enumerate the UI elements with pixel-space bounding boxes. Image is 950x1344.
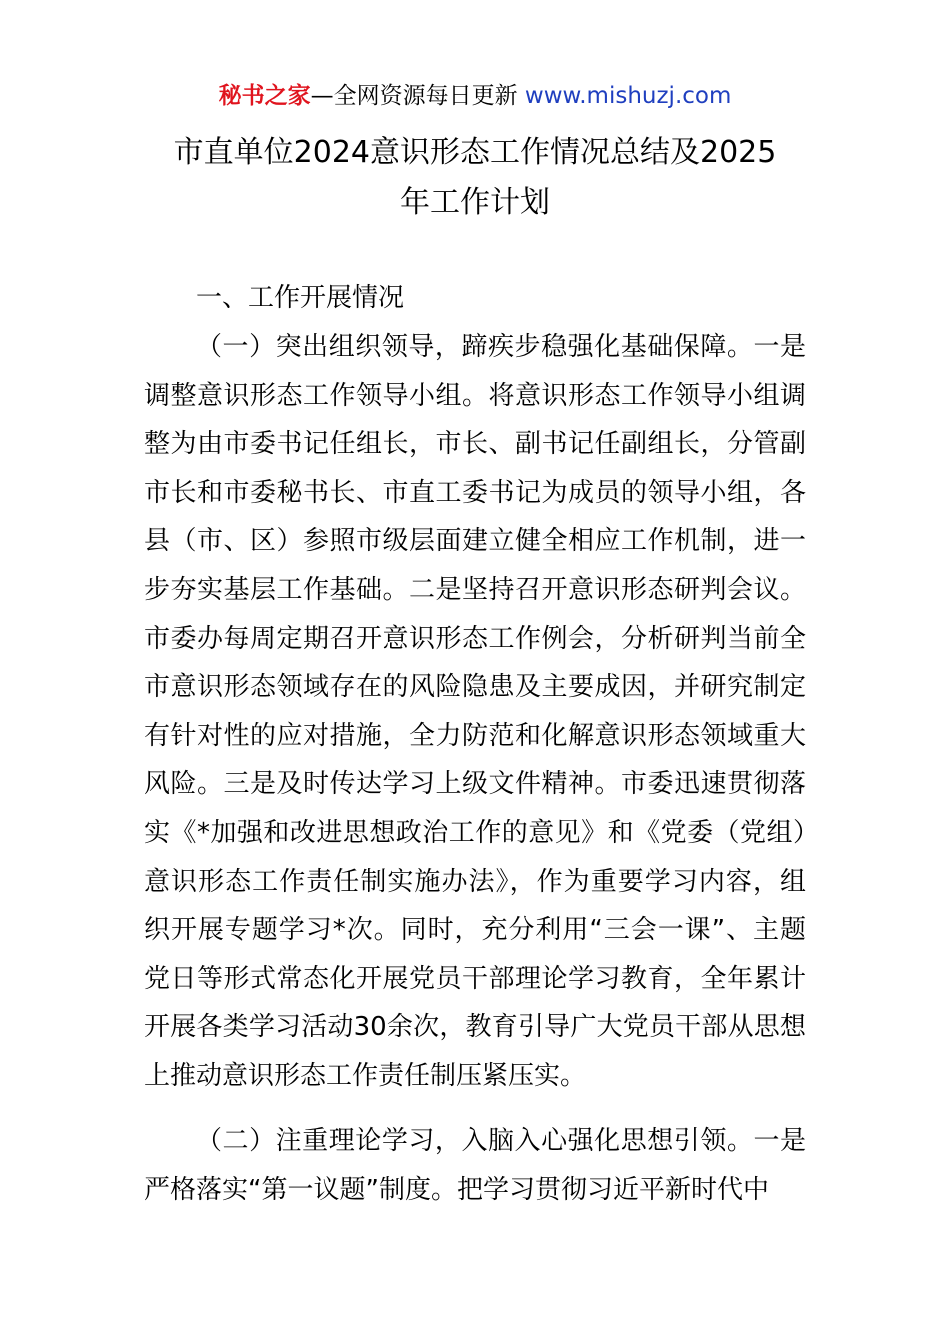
header-tagline: —全网资源每日更新 [310, 83, 525, 109]
paragraph-text: （二）注重理论学习，入脑入心强化思想引领。一是严格落实“第一议题”制度。把学习贯彻习近平新时代中 [144, 1126, 806, 1205]
title-line-1: 市直单位2024意识形态工作情况总结及2025 [173, 135, 777, 170]
title-line-2: 年工作计划 [400, 185, 550, 220]
brand-name: 秘书之家 [218, 83, 311, 109]
document-title [120, 128, 830, 228]
section-heading: 一、工作开展情况 [196, 283, 405, 313]
paragraph [144, 1117, 806, 1214]
site-url[interactable]: www.mishuzj.com [524, 83, 732, 109]
paragraph-text: （一）突出组织领导，蹄疾步稳强化基础保障。一是调整意识形态工作领导小组。将意识形态工作领导小组调整为由市委书记任组长，市长、副书记任副组长，分管副市长和市委秘书长、市直工委书记为成员的领导小组，各县（市、区）参照市级层面建立健全相应工作机制，进一步夯实基层工作基础。二是坚持召开意识形态研判会议。市委办每周定期召开意识形态工作例会，分析研判当前全市意识形态领域存在的风险隐患及主要成因，并研究制定有针对性的应对措施，全力防范和化解意识形态领域重大风险。三是及时传达学习上级文件精神。市委迅速贯彻落实《*加强和改进思想政治工作的意见》和《党委（党组）意识形态工作责任制实施办法》，作为重要学习内容，组织开展专题学习*次。同时，充分利用“三会一课”、主题党日等形式常态化开展党员干部理论学习教育，全年累计开展各类学习活动30余次，教育引导广大党员干部从思想上推动意识形态工作责任制压紧压实。 [144, 332, 806, 1091]
site-header [0, 80, 950, 112]
paragraph [144, 323, 806, 1101]
